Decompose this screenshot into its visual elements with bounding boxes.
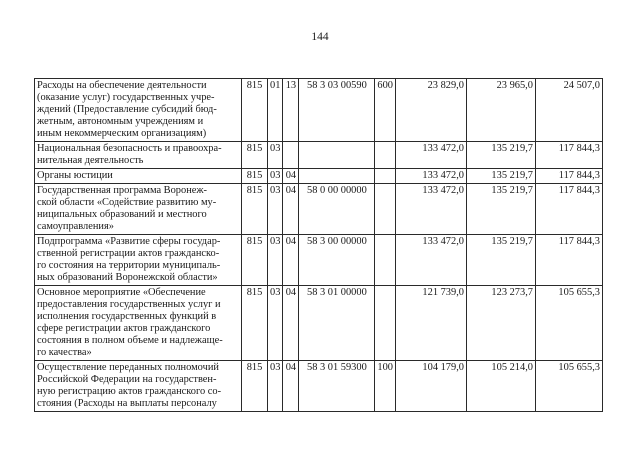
row-name (35, 79, 242, 142)
cell-sum-2: 135 219,7 (466, 169, 535, 184)
name-line: Расходы на обеспечение деятельности (37, 80, 207, 91)
page-number: 144 (311, 31, 329, 43)
cell-sum-3: 24 507,0 (535, 79, 602, 142)
name-line: жетным, автономным учреждениям и (37, 116, 204, 127)
name-line: нительная деятельность (37, 155, 144, 166)
cell-pr: 13 (283, 79, 299, 142)
cell-sum-3: 117 844,3 (535, 142, 602, 169)
cell-sum-2: 105 214,0 (466, 361, 535, 412)
cell-sum-3: 117 844,3 (535, 184, 602, 235)
cell-pr: 04 (283, 286, 299, 361)
name-line: Органы юстиции (37, 170, 113, 181)
cell-sum-2: 135 219,7 (466, 235, 535, 286)
cell-vr: 600 (375, 79, 396, 142)
name-line: ную регистрацию актов гражданского со- (37, 386, 222, 397)
table-row (35, 142, 603, 169)
cell-sum-1: 23 829,0 (395, 79, 466, 142)
cell-vr (375, 235, 396, 286)
row-name (35, 286, 242, 361)
row-name (35, 142, 242, 169)
name-line: ждений (Предоставление субсидий бюд- (37, 104, 217, 115)
name-line: предоставления государственных услуг и (37, 299, 221, 310)
cell-rz: 03 (268, 361, 283, 412)
cell-pr: 04 (283, 184, 299, 235)
name-line: сфере регистрации актов гражданского (37, 323, 211, 334)
cell-sum-1: 104 179,0 (395, 361, 466, 412)
name-line: Государственная программа Воронеж- (37, 185, 208, 196)
cell-sum-2: 23 965,0 (466, 79, 535, 142)
cell-rz: 03 (268, 184, 283, 235)
name-line: го состояния на территории муниципаль- (37, 260, 221, 271)
cell-csr: 58 3 01 00000 (299, 286, 375, 361)
cell-gr: 815 (242, 286, 268, 361)
cell-vr (375, 169, 396, 184)
name-line: ниципальных образований и местного (37, 209, 207, 220)
cell-sum-2: 135 219,7 (466, 142, 535, 169)
cell-pr: 04 (283, 235, 299, 286)
name-line: состояния в полном объеме и надлежаще- (37, 335, 223, 346)
cell-vr (375, 142, 396, 169)
cell-sum-2: 123 273,7 (466, 286, 535, 361)
row-name (35, 235, 242, 286)
name-line: Российской Федерации на государствен- (37, 374, 217, 385)
cell-gr: 815 (242, 169, 268, 184)
name-line: иным некоммерческим организациям) (37, 128, 207, 139)
name-line: (оказание услуг) государственных учре- (37, 92, 215, 103)
cell-gr: 815 (242, 142, 268, 169)
name-line: Подпрограмма «Развитие сферы государ- (37, 236, 221, 247)
row-name (35, 361, 242, 412)
budget-table (34, 78, 603, 412)
cell-sum-1: 121 739,0 (395, 286, 466, 361)
cell-rz: 03 (268, 235, 283, 286)
cell-csr: 58 3 00 00000 (299, 235, 375, 286)
table-row (35, 79, 603, 142)
row-name (35, 184, 242, 235)
cell-sum-1: 133 472,0 (395, 184, 466, 235)
cell-sum-3: 105 655,3 (535, 286, 602, 361)
table-row (35, 361, 603, 412)
row-name (35, 169, 242, 184)
cell-vr: 100 (375, 361, 396, 412)
name-line: исполнения государственных функций в (37, 311, 217, 322)
name-line: Основное мероприятие «Обеспечение (37, 287, 206, 298)
cell-rz: 01 (268, 79, 283, 142)
table-row (35, 169, 603, 184)
cell-rz: 03 (268, 169, 283, 184)
cell-gr: 815 (242, 361, 268, 412)
cell-sum-3: 117 844,3 (535, 235, 602, 286)
name-line: стояния (Расходы на выплаты персоналу (37, 398, 217, 409)
cell-rz: 03 (268, 286, 283, 361)
name-line: ственной регистрации актов гражданско- (37, 248, 220, 259)
cell-csr: 58 3 01 59300 (299, 361, 375, 412)
cell-gr: 815 (242, 235, 268, 286)
table-row (35, 286, 603, 361)
cell-gr: 815 (242, 79, 268, 142)
cell-gr: 815 (242, 184, 268, 235)
name-line: самоуправления» (37, 221, 114, 232)
cell-sum-1: 133 472,0 (395, 142, 466, 169)
cell-csr (299, 169, 375, 184)
cell-sum-1: 133 472,0 (395, 235, 466, 286)
name-line: го качества» (37, 347, 92, 358)
cell-csr: 58 0 00 00000 (299, 184, 375, 235)
name-line: Национальная безопасность и правоохра- (37, 143, 222, 154)
cell-sum-2: 135 219,7 (466, 184, 535, 235)
cell-pr: 04 (283, 169, 299, 184)
cell-sum-1: 133 472,0 (395, 169, 466, 184)
name-line: ской области «Содействие развитию му- (37, 197, 217, 208)
cell-sum-3: 105 655,3 (535, 361, 602, 412)
name-line: ных образований Воронежской области» (37, 272, 218, 283)
cell-csr (299, 142, 375, 169)
table-body (35, 79, 603, 412)
cell-pr: 04 (283, 361, 299, 412)
table-row (35, 235, 603, 286)
cell-rz: 03 (268, 142, 283, 169)
table-row (35, 184, 603, 235)
cell-sum-3: 117 844,3 (535, 169, 602, 184)
cell-vr (375, 184, 396, 235)
cell-vr (375, 286, 396, 361)
cell-pr (283, 142, 299, 169)
cell-csr: 58 3 03 00590 (299, 79, 375, 142)
name-line: Осуществление переданных полномочий (37, 362, 219, 373)
